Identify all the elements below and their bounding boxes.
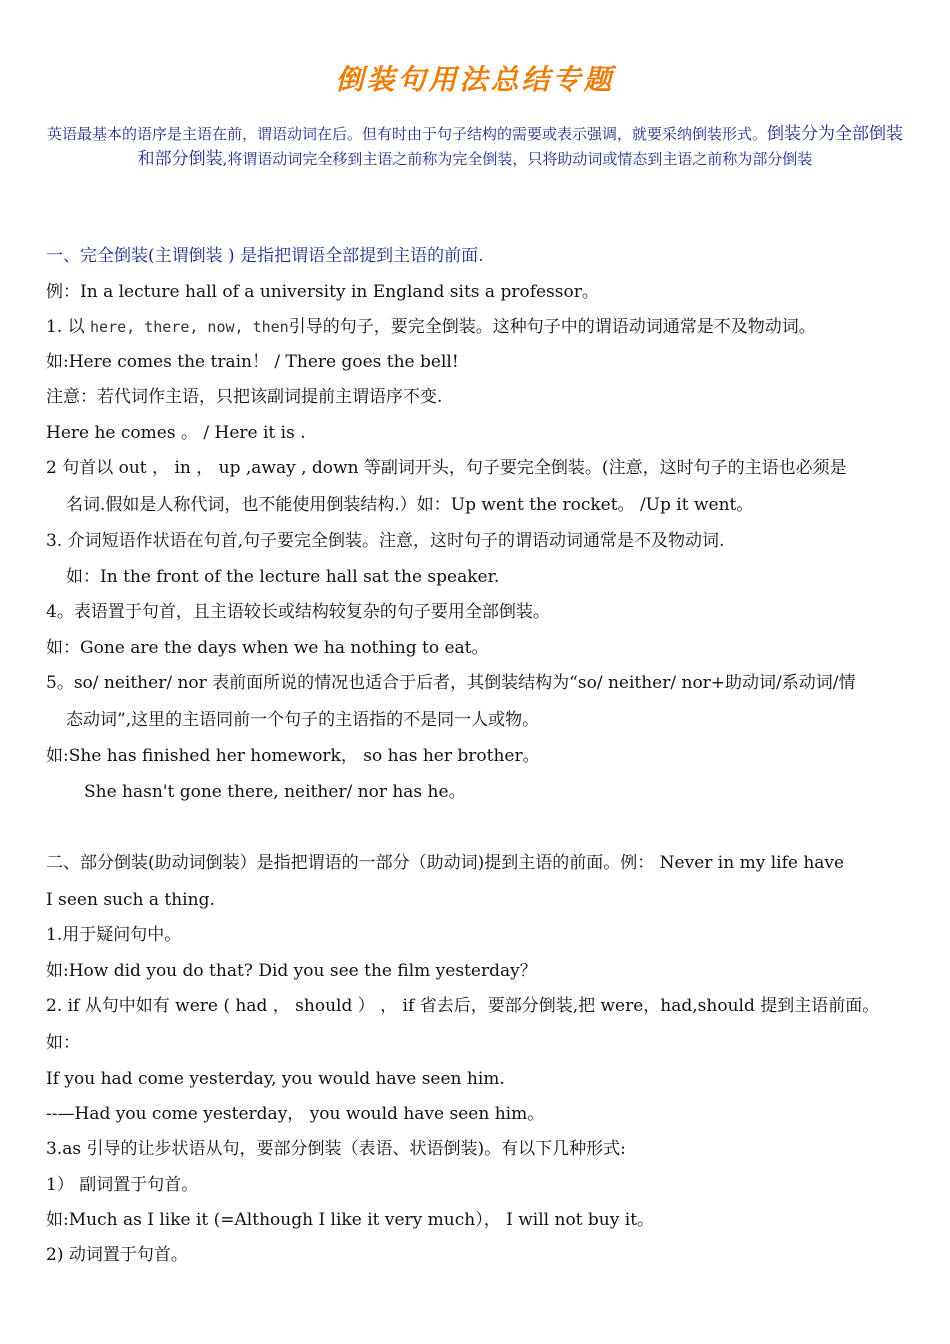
section2-item3-sub1: 1） 副词置于句首。 <box>46 1175 199 1195</box>
section1-note-example: Here he comes 。 / Here it is . <box>46 423 306 443</box>
section1-item5-example2: She hasn't gone there, neither/ nor has he。 <box>84 782 466 802</box>
section1-item5-example1: 如:She has finished her homework， so has her brother。 <box>46 746 540 766</box>
section1-item1-example: 如:Here comes the train！ / There goes the bell! <box>46 352 459 372</box>
section1-item4-example: 如：Gone are the days when we ha nothing to eat。 <box>46 638 489 658</box>
section2-item2: 2. if 从句中如有 were ( had ， should ） ， if 省去后，要部分倒装,把 were，had,should 提到主语前面。 <box>46 996 880 1016</box>
section2-item3-sub2: 2) 动词置于句首。 <box>46 1245 188 1265</box>
section2-item2-label: 如： <box>46 1033 80 1053</box>
section2-item2-example2: --—Had you come yesterday， you would have seen him。 <box>46 1104 545 1124</box>
item1-prefix: 1. 以 <box>46 317 85 337</box>
intro-text-part3: ,将谓语动词完全移到主语之前称为完全倒装，只将助动词或情态到主语之前称为部分倒装 <box>222 150 813 168</box>
section2-item2-example1: If you had come yesterday, you would have seen him. <box>46 1069 505 1089</box>
section1-item5-line2: 态动词”,这里的主语同前一个句子的主语指的不是同一人或物。 <box>66 710 540 730</box>
section2-item3-sub1-example: 如:Much as I like it (=Although I like it very much）， I will not buy it。 <box>46 1210 655 1230</box>
section2-item3: 3.as 引导的让步状语从句，要部分倒装（表语、状语倒装)。有以下几种形式: <box>46 1139 626 1159</box>
item1-rest: 引导的句子，要完全倒装。这种句子中的谓语动词通常是不及物动词。 <box>288 317 816 337</box>
intro-paragraph <box>46 122 904 172</box>
intro-text-part1: 英语最基本的语序是主语在前，谓语动词在后。但有时由于句子结构的需要或表示强调，就要采纳倒装形式。 <box>46 125 767 143</box>
intro-text-part2: 倒装分为全部倒装和部分倒装 <box>137 124 903 169</box>
section1-item4: 4。表语置于句首，且主语较长或结构较复杂的句子要用全部倒装。 <box>46 602 550 622</box>
section1-item3-example: 如：In the front of the lecture hall sat the speaker. <box>66 567 500 587</box>
section1-item5-line1: 5。so/ neither/ nor 表前面所说的情况也适合于后者，其倒装结构为“so/ neither/ nor+助动词/系动词/情 <box>46 673 856 693</box>
section1-item2-line2: 名词.假如是人称代词，也不能使用倒装结构.）如：Up went the rocket。 /Up it went。 <box>66 495 754 515</box>
section1-note: 注意：若代词作主语，只把该副词提前主谓语序不变. <box>46 387 443 407</box>
section1-item2-line1: 2 句首以 out ， in ， up ,away , down 等副词开头，句子要完全倒装。(注意，这时句子的主语也必须是 <box>46 458 847 478</box>
section1-example: 例：In a lecture hall of a university in England sits a professor。 <box>46 282 599 302</box>
page-title: 倒装句用法总结专题 <box>335 63 615 96</box>
section1-heading: 一、完全倒装(主谓倒装 ) 是指把谓语全部提到主语的前面. <box>46 246 484 266</box>
section2-heading-line2: I seen such a thing. <box>46 890 215 910</box>
section2-heading-line1: 二、部分倒装(助动词倒装）是指把谓语的一部分（助动词)提到主语的前面。例： Never in my life have <box>46 853 845 873</box>
item1-words: here, there, now, then <box>90 318 289 336</box>
section2-item1-example: 如:How did you do that? Did you see the film yesterday？ <box>46 961 537 981</box>
section1-item1 <box>46 316 906 338</box>
section1-item3: 3. 介词短语作状语在句首,句子要完全倒装。注意，这时句子的谓语动词通常是不及物动词. <box>46 531 725 551</box>
section2-item1: 1.用于疑问句中。 <box>46 925 182 945</box>
